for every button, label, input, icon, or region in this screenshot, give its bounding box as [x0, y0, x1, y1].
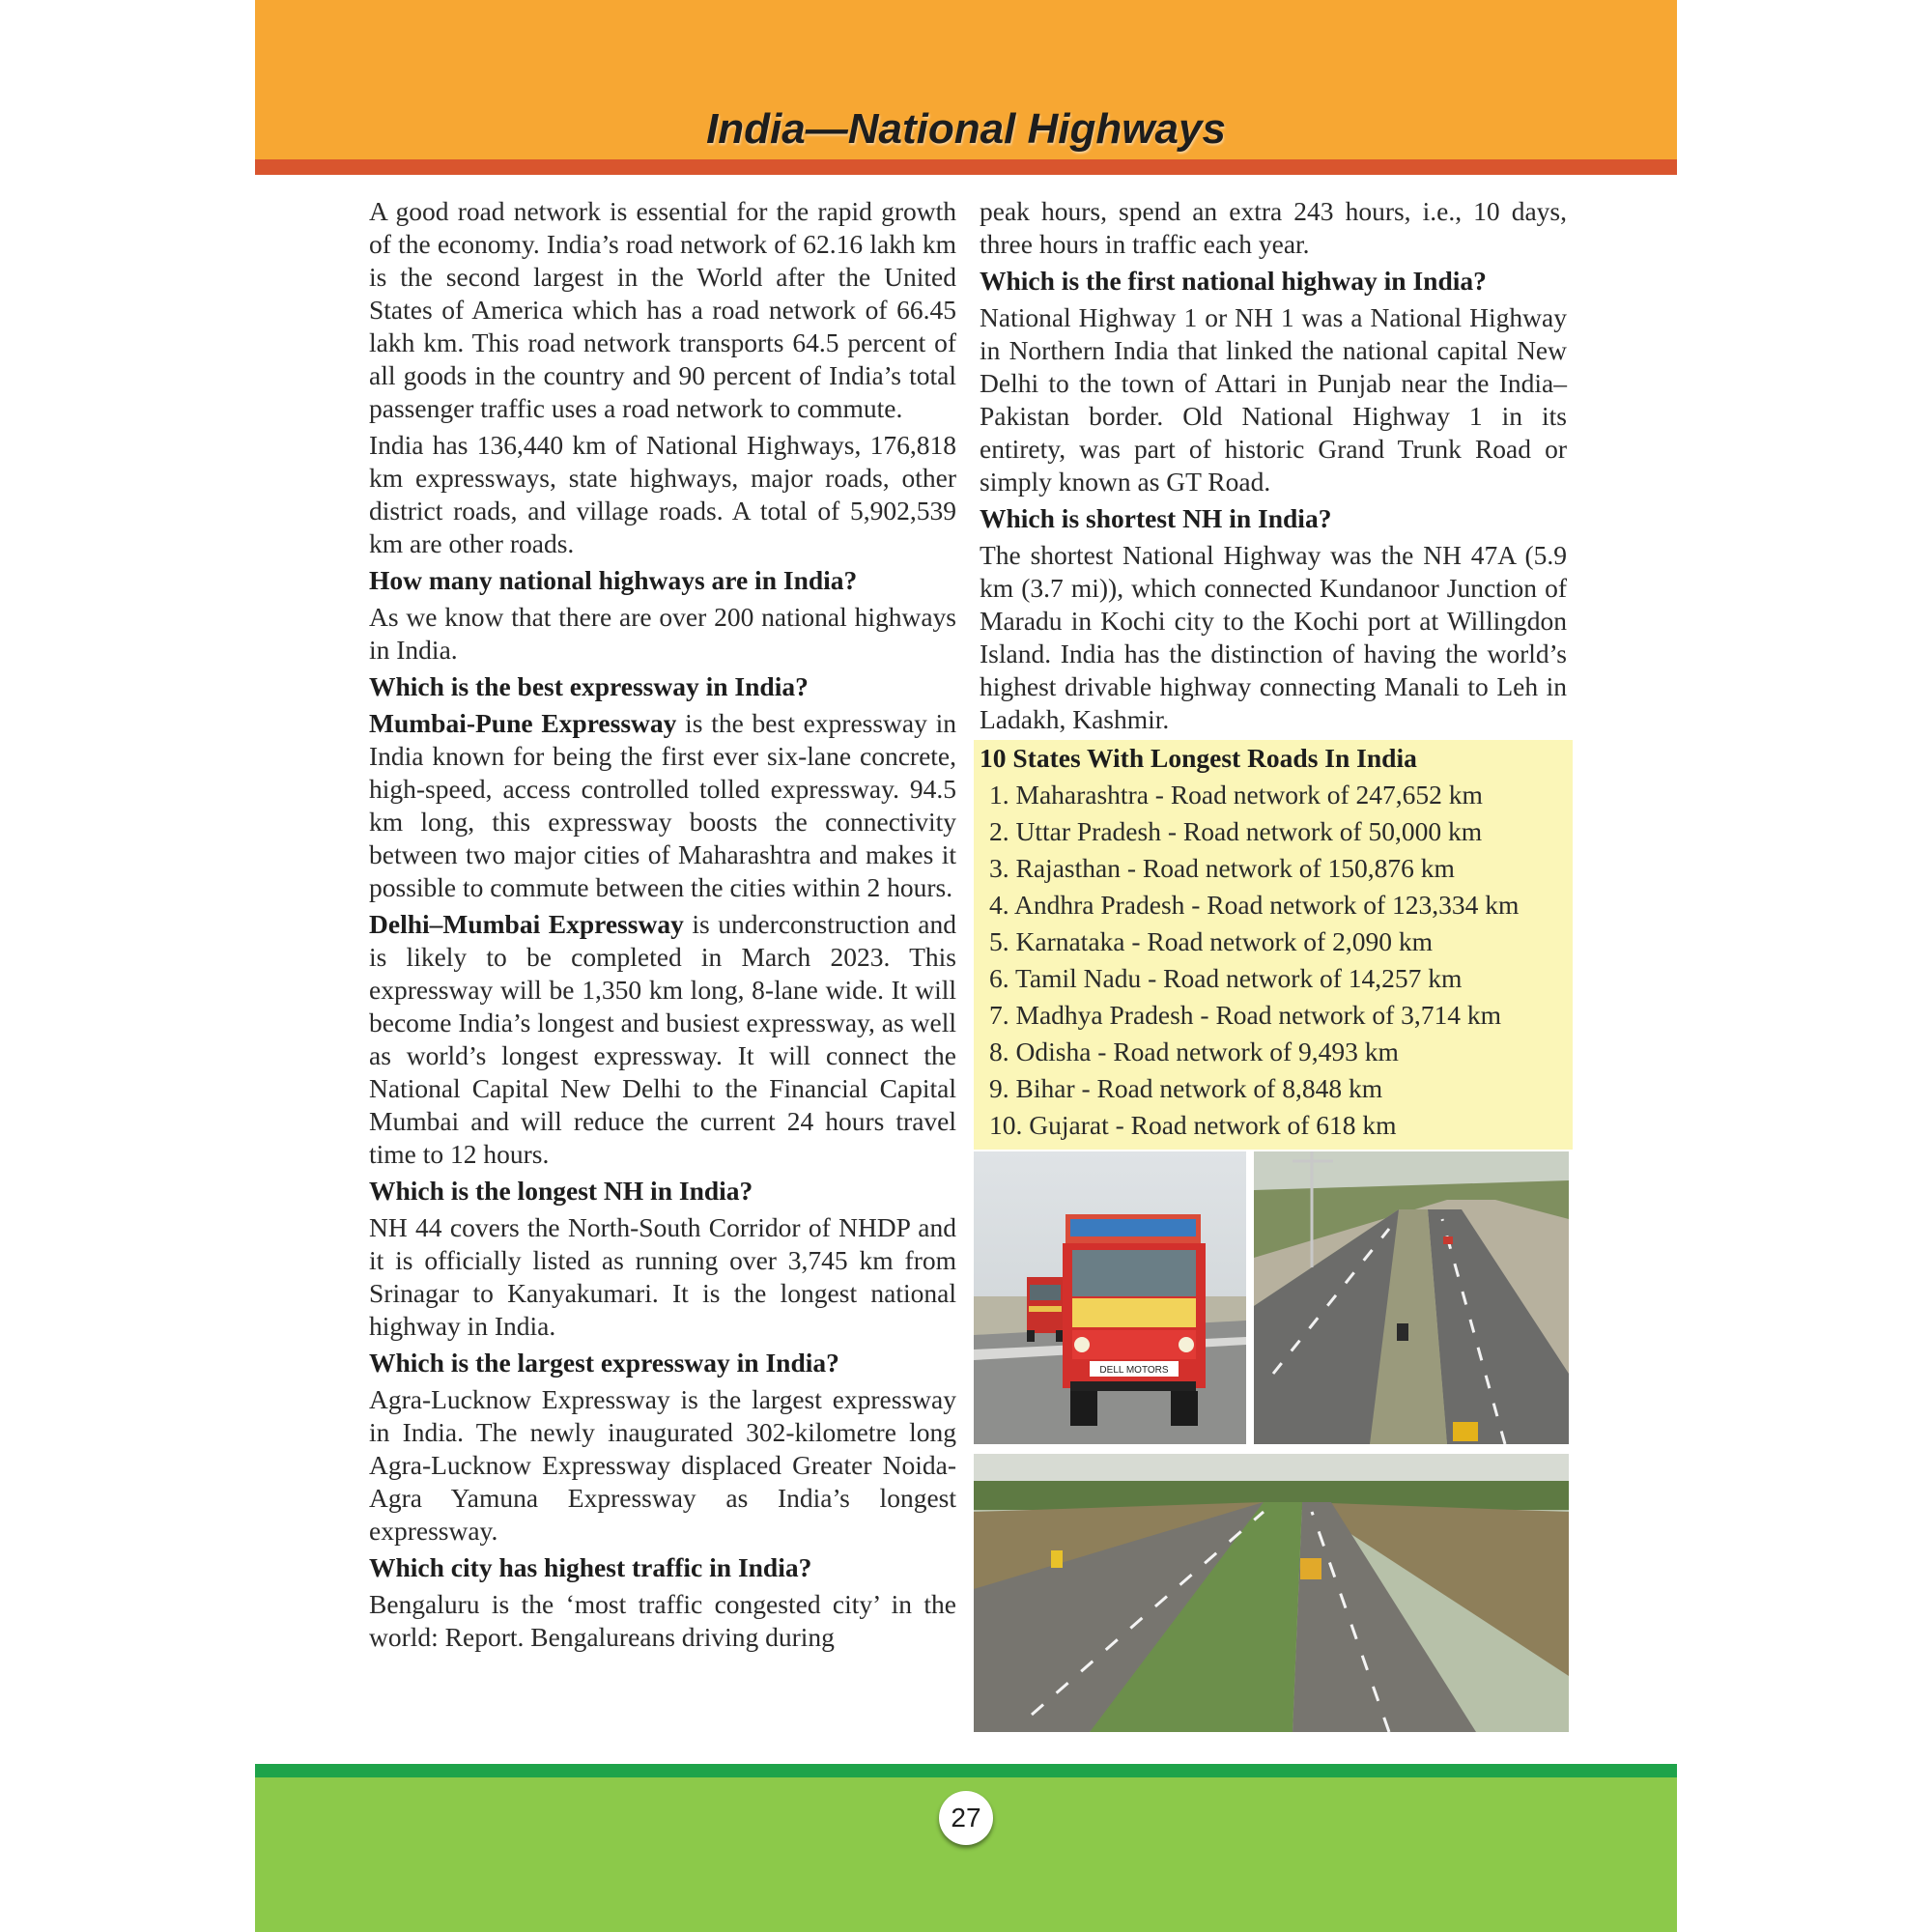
state-list-item: 5. Karnataka - Road network of 2,090 km [989, 926, 1433, 956]
state-list-item: 9. Bihar - Road network of 8,848 km [989, 1073, 1383, 1103]
left-column [369, 195, 956, 1658]
question-heading: How many national highways are in India? [369, 565, 858, 595]
answer-paragraph: Agra-Lucknow Expressway is the largest expressway in India. The newly inaugurated 302-kilometre long Agra-Lucknow Expressway displaced Greater Noida-Agra Yamuna Expressway as India’s longest expressway. [369, 1384, 956, 1546]
page-number: 27 [939, 1791, 993, 1845]
expressway-name: Delhi–Mumbai Expressway [369, 909, 684, 939]
question-heading: Which is the first national highway in India? [980, 266, 1487, 296]
question-heading: Which city has highest traffic in India? [369, 1552, 812, 1582]
states-list [980, 779, 1567, 1142]
truck-photo [974, 1151, 1246, 1444]
intro-paragraph-2: India has 136,440 km of National Highways, 176,818 km expressways, state highways, major roads, other district roads, and village roads. A total of 5,902,539 km are other roads. [369, 430, 956, 558]
answer-paragraph [369, 707, 956, 904]
question-heading: Which is the largest expressway in India? [369, 1348, 839, 1378]
state-list-item: 4. Andhra Pradesh - Road network of 123,334 km [989, 890, 1520, 920]
highway-photo [1254, 1151, 1569, 1444]
answer-paragraph-continued: peak hours, spend an extra 243 hours, i.e., 10 days, three hours in traffic each year. [980, 196, 1567, 259]
state-list-item: 10. Gujarat - Road network of 618 km [989, 1110, 1397, 1140]
expressway-name: Mumbai-Pune Expressway [369, 708, 677, 738]
textbook-page [255, 0, 1677, 1932]
state-list-item: 8. Odisha - Road network of 9,493 km [989, 1037, 1399, 1066]
longest-roads-states-box [974, 740, 1573, 1150]
answer-text: is underconstruction and is likely to be completed in March 2023. This expressway will be 1,350 km long, 8-lane wide. It will become India’s longest and busiest expressway, as well as world’s longest expressway. It will connect the National Capital New Delhi to the Financial Capital Mumbai and will reduce the current 24 hours travel time to 12 hours. [369, 909, 956, 1169]
expressway-photo [974, 1454, 1569, 1732]
states-box-title: 10 States With Longest Roads In India [980, 743, 1417, 773]
state-list-item: 7. Madhya Pradesh - Road network of 3,714 km [989, 1000, 1502, 1030]
state-list-item: 2. Uttar Pradesh - Road network of 50,000 km [989, 816, 1483, 846]
answer-paragraph: NH 44 covers the North-South Corridor of NHDP and it is officially listed as running over 3,745 km from Srinagar to Kanyakumari. It is the longest national highway in India. [369, 1212, 956, 1341]
answer-paragraph: As we know that there are over 200 national highways in India. [369, 602, 956, 665]
page-title: India—National Highways [706, 105, 1226, 153]
answer-text: is the best expressway in India known for being the first ever six-lane concrete, high-speed, access controlled tolled expressway. 94.5 km long, this expressway boosts the connectivity between two major cities of Maharashtra and makes it possible to commute between the cities within 2 hours. [369, 708, 956, 902]
state-list-item: 3. Rajasthan - Road network of 150,876 km [989, 853, 1455, 883]
question-heading: Which is shortest NH in India? [980, 503, 1332, 533]
header-rule [255, 159, 1677, 175]
answer-paragraph [369, 908, 956, 1171]
question-heading: Which is the longest NH in India? [369, 1176, 753, 1206]
footer-rule [255, 1764, 1677, 1777]
answer-paragraph: Bengaluru is the ‘most traffic congested city’ in the world: Report. Bengalureans driving during [369, 1589, 956, 1652]
state-list-item: 1. Maharashtra - Road network of 247,652 km [989, 780, 1483, 810]
answer-paragraph: The shortest National Highway was the NH 47A (5.9 km (3.7 mi)), which connected Kundanoor Junction of Maradu in Kochi city to the Kochi port at Willingdon Island. India has the distinction of having the world’s highest drivable highway connecting Manali to Leh in Ladakh, Kashmir. [980, 540, 1567, 734]
intro-paragraph-1: A good road network is essential for the rapid growth of the economy. India’s road network of 62.16 lakh km is the second largest in the World after the United States of America which has a road network of 66.45 lakh km. This road network transports 64.5 percent of all goods in the country and 90 percent of India’s total passenger traffic uses a road network to commute. [369, 196, 956, 423]
truck-plate-text: DELL MOTORS [1099, 1365, 1169, 1376]
state-list-item: 6. Tamil Nadu - Road network of 14,257 km [989, 963, 1463, 993]
right-column [980, 195, 1567, 1157]
answer-paragraph: National Highway 1 or NH 1 was a National Highway in Northern India that linked the national capital New Delhi to the town of Attari in Punjab near the India–Pakistan border. Old National Highway 1 in its entirety, was part of historic Grand Trunk Road or simply known as GT Road. [980, 302, 1567, 497]
question-heading: Which is the best expressway in India? [369, 671, 809, 701]
